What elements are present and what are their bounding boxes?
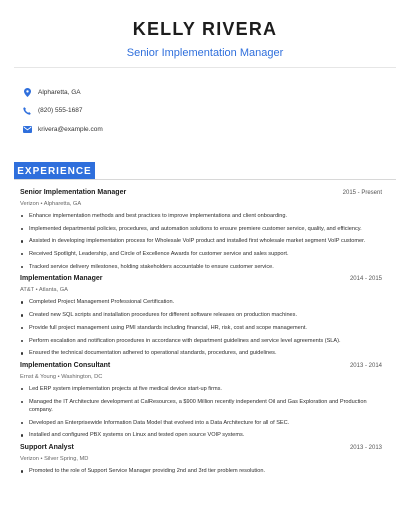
job-bullet: Installed and configured PBX systems on Linux and tested open source VOIP systems.: [20, 431, 382, 440]
job-bullet: Tracked service delivery milestones, holding stakeholders accountable to ensure customer service.: [20, 263, 382, 272]
contact-location-text: Alpharetta, GA: [38, 88, 81, 96]
job-bullet: Ensured the technical documentation adhered to operational standards, procedures, and guidelines.: [20, 349, 382, 358]
job-company-location: Ernst & Young • Washington, DC: [20, 373, 103, 380]
job-title: Implementation Consultant: [20, 361, 111, 369]
job-bullet: Managed the IT Architecture development at CalResources, a $900 Million recently independent Oil and Gas Exploration and Production company.: [20, 398, 382, 415]
job-company-location: AT&T • Atlanta, GA: [20, 287, 68, 294]
job-bullet: Assisted in developing implementation process for Wholesale VoIP product and installed first wholesale market segment VoIP customer.: [20, 237, 382, 246]
job-header: [20, 189, 382, 199]
job-company-location: Verizon • Alpharetta, GA: [20, 201, 82, 207]
experience-list: [20, 189, 382, 480]
job-bullet: Developed an Enterprisewide Information Data Model that evolved into a Data Architecture for all of SEC.: [20, 419, 382, 428]
job-company-location: Verizon • Silver Spring, MD: [20, 456, 89, 463]
job-bullet: Received Spotlight, Leadership, and Circle of Excellence Awards for customer service and sales support.: [20, 250, 382, 259]
job-title: Support Analyst: [20, 444, 74, 452]
job-bullet: Enhance implementation methods and best practices to improve implementations and client onboarding.: [20, 212, 382, 221]
job-bullet: Provide full project management using PMI standards including financial, HR, risk, cost and scope management.: [20, 324, 382, 333]
job-bullet: Completed Project Management Professional Certification.: [20, 298, 382, 307]
job-header: [20, 444, 382, 454]
job-bullet: Promoted to the role of Support Service Manager providing 2nd and 3rd tier problem resolution.: [20, 467, 382, 476]
job-title: Implementation Manager: [20, 275, 103, 283]
job-bullet-list: [20, 467, 382, 476]
resume-header: [0, 0, 410, 60]
job-entry: [20, 189, 382, 271]
job-entry: [20, 275, 382, 357]
job-bullet: Implemented departmental policies, procedures, and automation solutions to ensure premiere customer service, quality, and efficiency.: [20, 225, 382, 234]
job-bullet: Led ERP system implementation projects at five medical device start-up firms.: [20, 385, 382, 394]
job-bullet-list: [20, 298, 382, 357]
section-divider: [14, 179, 396, 180]
job-bullet-list: [20, 385, 382, 440]
job-dates: 2014 - 2015: [349, 276, 382, 283]
job-dates: 2013 - 2013: [349, 445, 382, 452]
job-bullet: Created new SQL scripts and installation procedures for different software releases on production machines.: [20, 311, 382, 320]
contact-email[interactable]: [22, 120, 103, 138]
email-icon: [22, 124, 32, 134]
contact-phone-text: (820) 555-1687: [38, 107, 83, 114]
job-entry: [20, 444, 382, 476]
candidate-name: KELLY RIVERA: [132, 19, 278, 39]
contact-phone: [22, 102, 103, 120]
job-entry: [20, 362, 382, 440]
job-title: Senior Implementation Manager: [20, 189, 127, 196]
section-heading-experience: EXPERIENCE: [14, 162, 95, 180]
phone-icon: [22, 106, 32, 116]
job-dates: 2013 - 2014: [349, 362, 382, 369]
job-dates: 2015 - Present: [342, 190, 382, 196]
job-header: [20, 275, 382, 285]
candidate-title: Senior Implementation Manager: [126, 47, 284, 59]
job-bullet-list: [20, 212, 382, 271]
contact-list: [22, 83, 103, 139]
job-bullet: Perform escalation and notification procedures in accordance with department guidelines and service level agreements (SLA).: [20, 337, 382, 346]
header-divider: [14, 67, 396, 68]
contact-location: [22, 83, 103, 101]
job-header: [20, 362, 382, 372]
contact-email-text[interactable]: krivera@example.com: [38, 125, 103, 133]
location-pin-icon: [22, 87, 32, 97]
